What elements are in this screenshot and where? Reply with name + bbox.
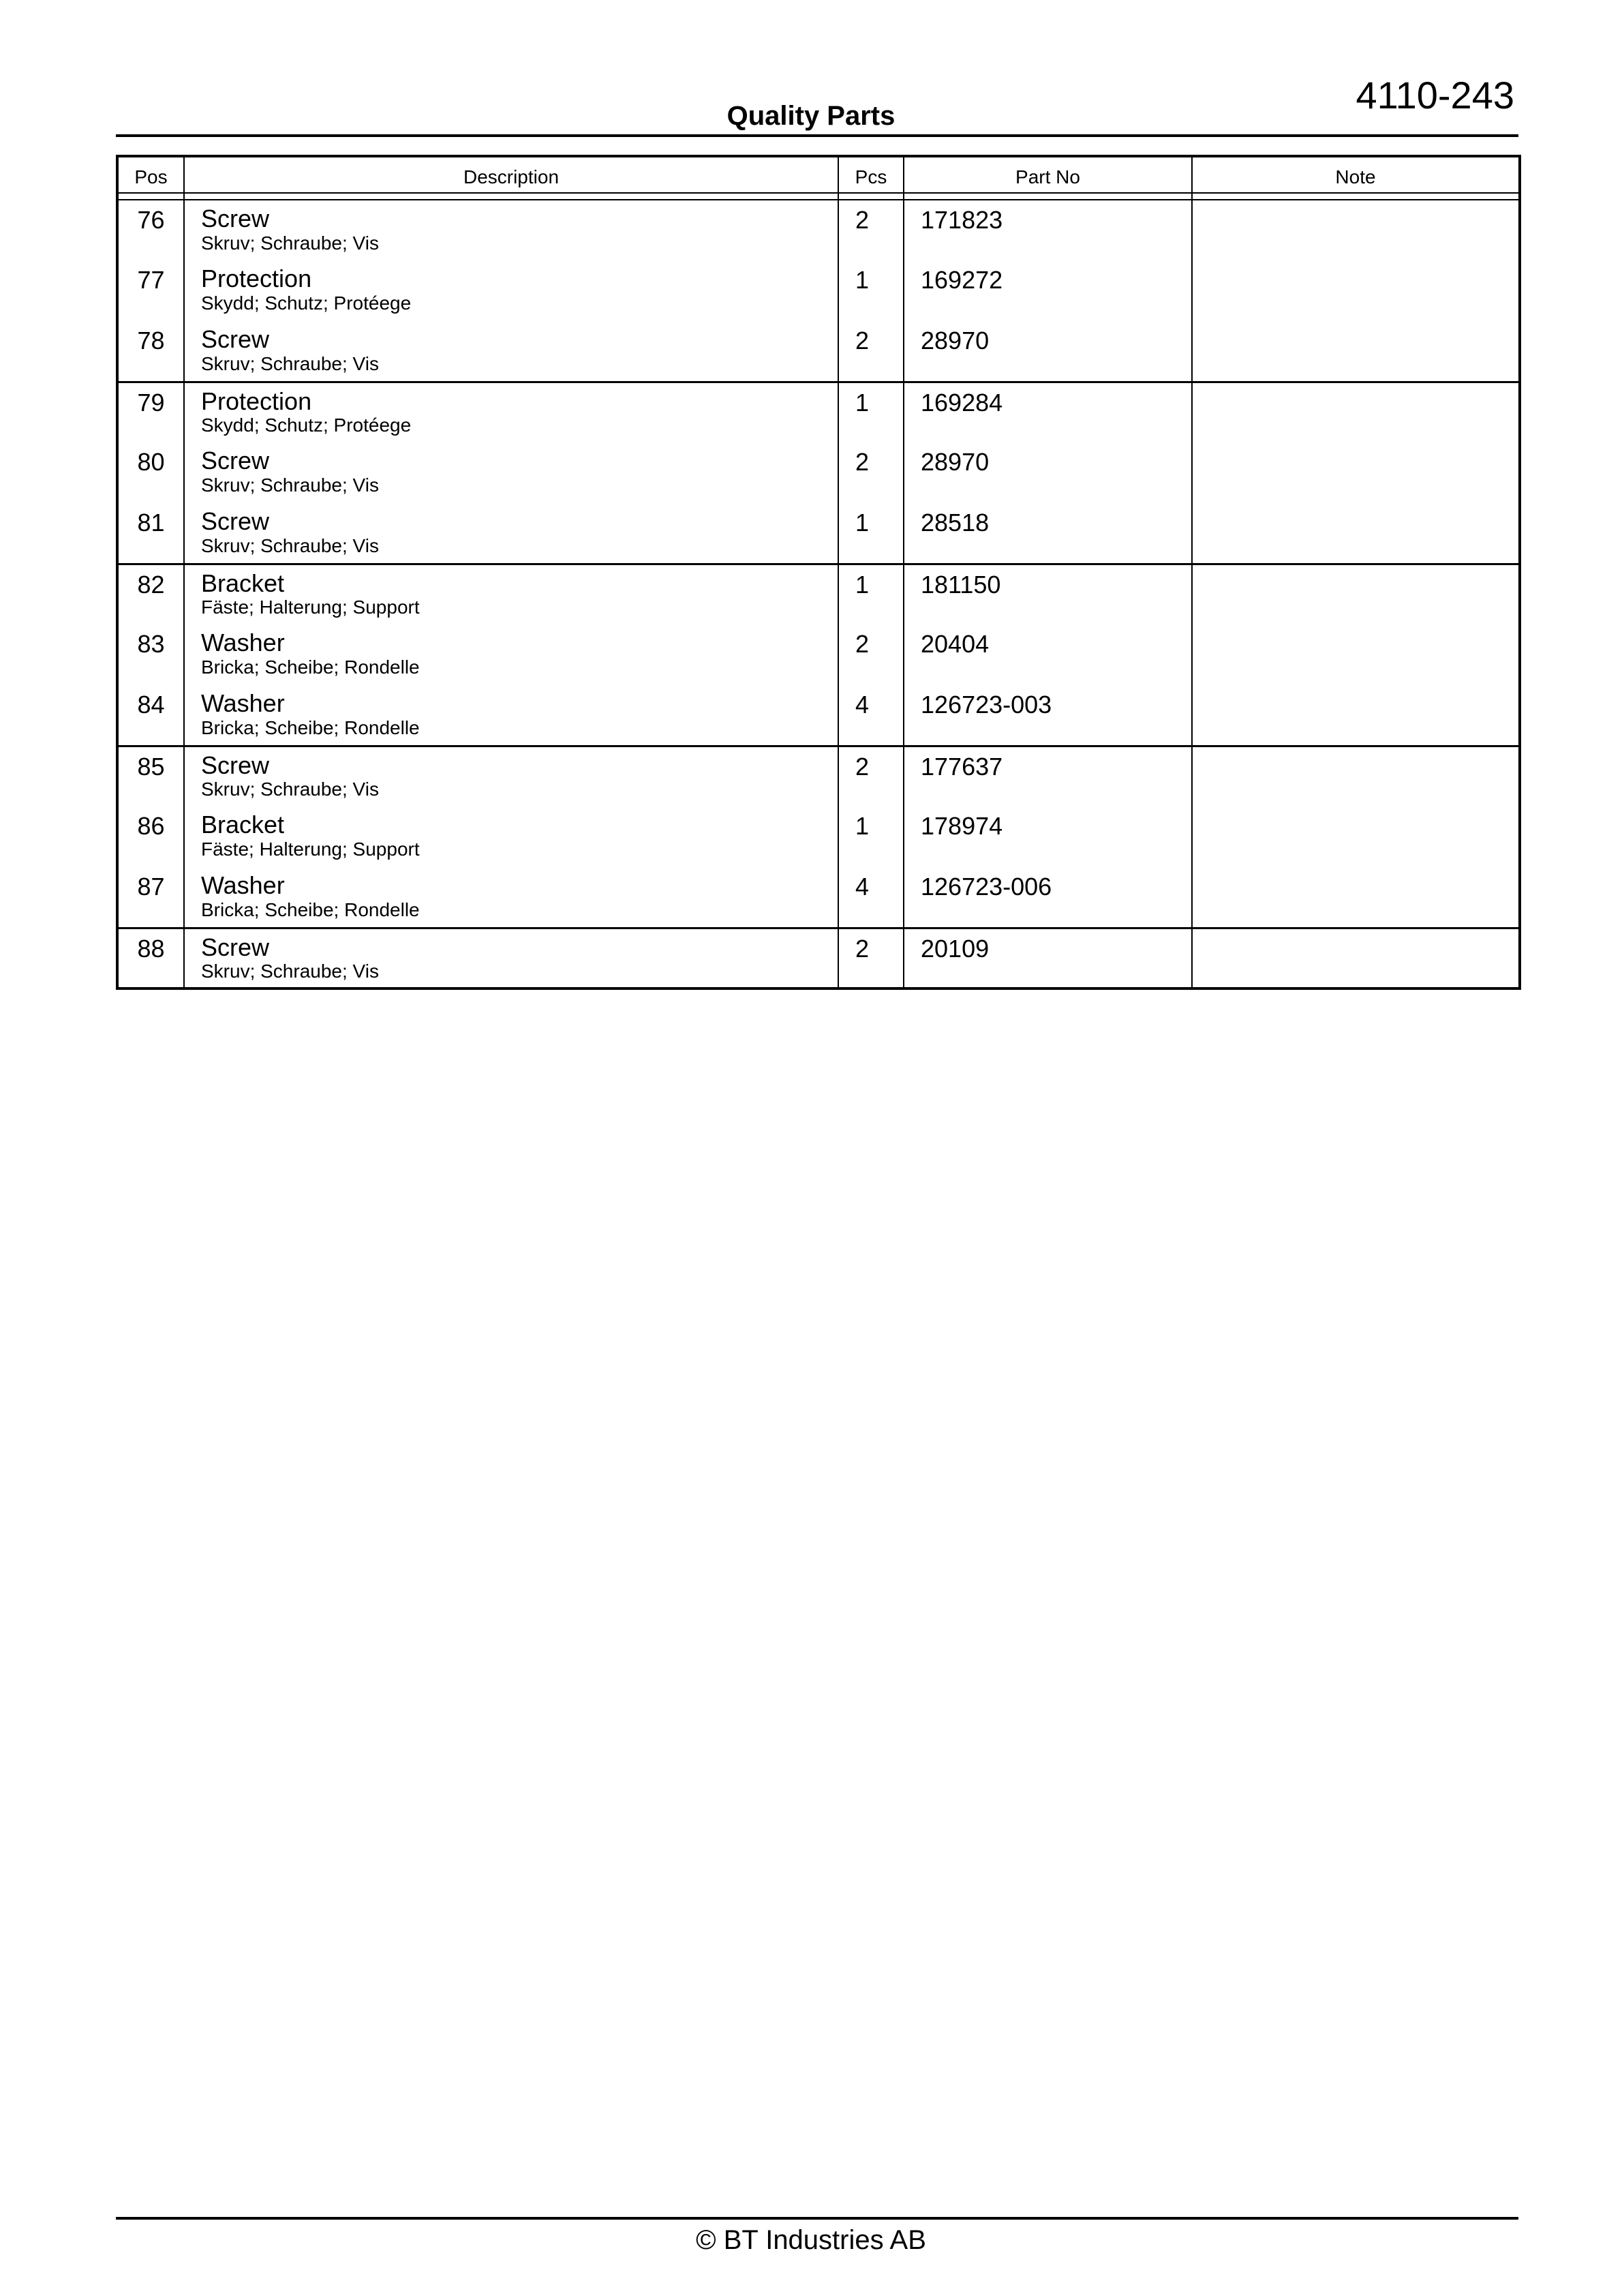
description-translation: Fäste; Halterung; Support — [201, 838, 420, 860]
cell-pos: 88 — [117, 928, 184, 988]
description-name: Washer — [201, 871, 285, 899]
description-translation: Bricka; Scheibe; Rondelle — [201, 716, 420, 738]
cell-pcs: 1 — [838, 503, 904, 564]
description-translation: Skruv; Schraube; Vis — [201, 474, 379, 496]
cell-part-no: 20404 — [904, 624, 1192, 685]
cell-note — [1192, 382, 1520, 442]
cell-description — [184, 746, 838, 806]
description-translation: Skruv; Schraube; Vis — [201, 232, 379, 254]
cell-pos: 83 — [117, 624, 184, 685]
cell-description — [184, 624, 838, 685]
description-name: Screw — [201, 205, 270, 232]
table-row — [117, 321, 1520, 382]
cell-note — [1192, 685, 1520, 746]
column-header-pcs: Pcs — [838, 156, 904, 193]
header-divider — [116, 134, 1518, 137]
description-name: Protection — [201, 265, 312, 292]
description-translation: Bricka; Scheibe; Rondelle — [201, 656, 420, 678]
description-name: Bracket — [201, 569, 285, 597]
table-row — [117, 867, 1520, 928]
cell-note — [1192, 321, 1520, 382]
cell-pcs: 2 — [838, 928, 904, 988]
description-translation: Skruv; Schraube; Vis — [201, 352, 379, 374]
cell-pcs: 1 — [838, 806, 904, 867]
cell-pos: 80 — [117, 442, 184, 503]
cell-note — [1192, 200, 1520, 260]
description-translation: Skydd; Schutz; Protéege — [201, 414, 412, 436]
cell-note — [1192, 442, 1520, 503]
description-name: Screw — [201, 325, 270, 353]
cell-pos: 87 — [117, 867, 184, 928]
table-row — [117, 503, 1520, 564]
cell-description — [184, 928, 838, 988]
cell-part-no: 181150 — [904, 564, 1192, 624]
column-header-note: Note — [1192, 156, 1520, 193]
cell-part-no: 169284 — [904, 382, 1192, 442]
cell-pcs: 2 — [838, 624, 904, 685]
table-header — [117, 156, 1520, 200]
description-name: Bracket — [201, 811, 285, 839]
cell-part-no: 177637 — [904, 746, 1192, 806]
cell-pos: 86 — [117, 806, 184, 867]
cell-description — [184, 806, 838, 867]
cell-part-no: 20109 — [904, 928, 1192, 988]
cell-note — [1192, 746, 1520, 806]
cell-description — [184, 200, 838, 260]
cell-pos: 78 — [117, 321, 184, 382]
description-translation: Skruv; Schraube; Vis — [201, 534, 379, 556]
cell-pos: 79 — [117, 382, 184, 442]
table-row — [117, 442, 1520, 503]
cell-description — [184, 382, 838, 442]
description-name: Protection — [201, 387, 312, 415]
table-row — [117, 746, 1520, 806]
table-row — [117, 806, 1520, 867]
cell-note — [1192, 806, 1520, 867]
cell-part-no: 126723-003 — [904, 685, 1192, 746]
cell-pcs: 2 — [838, 200, 904, 260]
page-title: Quality Parts — [726, 101, 896, 131]
column-header-part-no: Part No — [904, 156, 1192, 193]
cell-description — [184, 321, 838, 382]
cell-pcs: 1 — [838, 564, 904, 624]
cell-part-no: 171823 — [904, 200, 1192, 260]
cell-pos: 82 — [117, 564, 184, 624]
footer-divider — [116, 2217, 1518, 2220]
cell-description — [184, 685, 838, 746]
table-row — [117, 260, 1520, 321]
cell-pos: 84 — [117, 685, 184, 746]
cell-note — [1192, 624, 1520, 685]
cell-note — [1192, 260, 1520, 321]
cell-pcs: 1 — [838, 260, 904, 321]
parts-table — [116, 155, 1521, 990]
description-name: Screw — [201, 507, 270, 535]
description-translation: Skruv; Schraube; Vis — [201, 779, 379, 800]
table-row — [117, 200, 1520, 260]
cell-note — [1192, 928, 1520, 988]
cell-part-no: 169272 — [904, 260, 1192, 321]
cell-pos: 77 — [117, 260, 184, 321]
cell-description — [184, 503, 838, 564]
cell-pcs: 2 — [838, 442, 904, 503]
table-body — [117, 200, 1520, 988]
cell-pos: 81 — [117, 503, 184, 564]
cell-description — [184, 260, 838, 321]
cell-part-no: 28970 — [904, 321, 1192, 382]
header-gap — [117, 193, 1520, 200]
cell-note — [1192, 867, 1520, 928]
cell-pos: 85 — [117, 746, 184, 806]
column-header-description: Description — [184, 156, 838, 193]
cell-pos: 76 — [117, 200, 184, 260]
description-name: Washer — [201, 689, 285, 717]
footer-copyright: © BT Industries AB — [696, 2225, 926, 2255]
cell-pcs: 1 — [838, 382, 904, 442]
cell-note — [1192, 564, 1520, 624]
cell-note — [1192, 503, 1520, 564]
cell-description — [184, 442, 838, 503]
cell-pcs: 4 — [838, 867, 904, 928]
table-row — [117, 928, 1520, 988]
table-row — [117, 624, 1520, 685]
description-translation: Skydd; Schutz; Protéege — [201, 292, 412, 314]
description-name: Screw — [201, 933, 270, 961]
table-row — [117, 382, 1520, 442]
description-name: Screw — [201, 751, 270, 779]
description-translation: Skruv; Schraube; Vis — [201, 961, 379, 982]
table-row — [117, 564, 1520, 624]
description-translation: Fäste; Halterung; Support — [201, 596, 420, 618]
cell-part-no: 28970 — [904, 442, 1192, 503]
column-header-pos: Pos — [117, 156, 184, 193]
cell-part-no: 28518 — [904, 503, 1192, 564]
cell-description — [184, 564, 838, 624]
table-row — [117, 685, 1520, 746]
description-name: Washer — [201, 629, 285, 656]
cell-pcs: 2 — [838, 746, 904, 806]
cell-part-no: 178974 — [904, 806, 1192, 867]
description-translation: Bricka; Scheibe; Rondelle — [201, 898, 420, 920]
cell-pcs: 4 — [838, 685, 904, 746]
cell-pcs: 2 — [838, 321, 904, 382]
cell-part-no: 126723-006 — [904, 867, 1192, 928]
cell-description — [184, 867, 838, 928]
page-number: 4110-243 — [1356, 74, 1514, 117]
description-name: Screw — [201, 447, 270, 474]
